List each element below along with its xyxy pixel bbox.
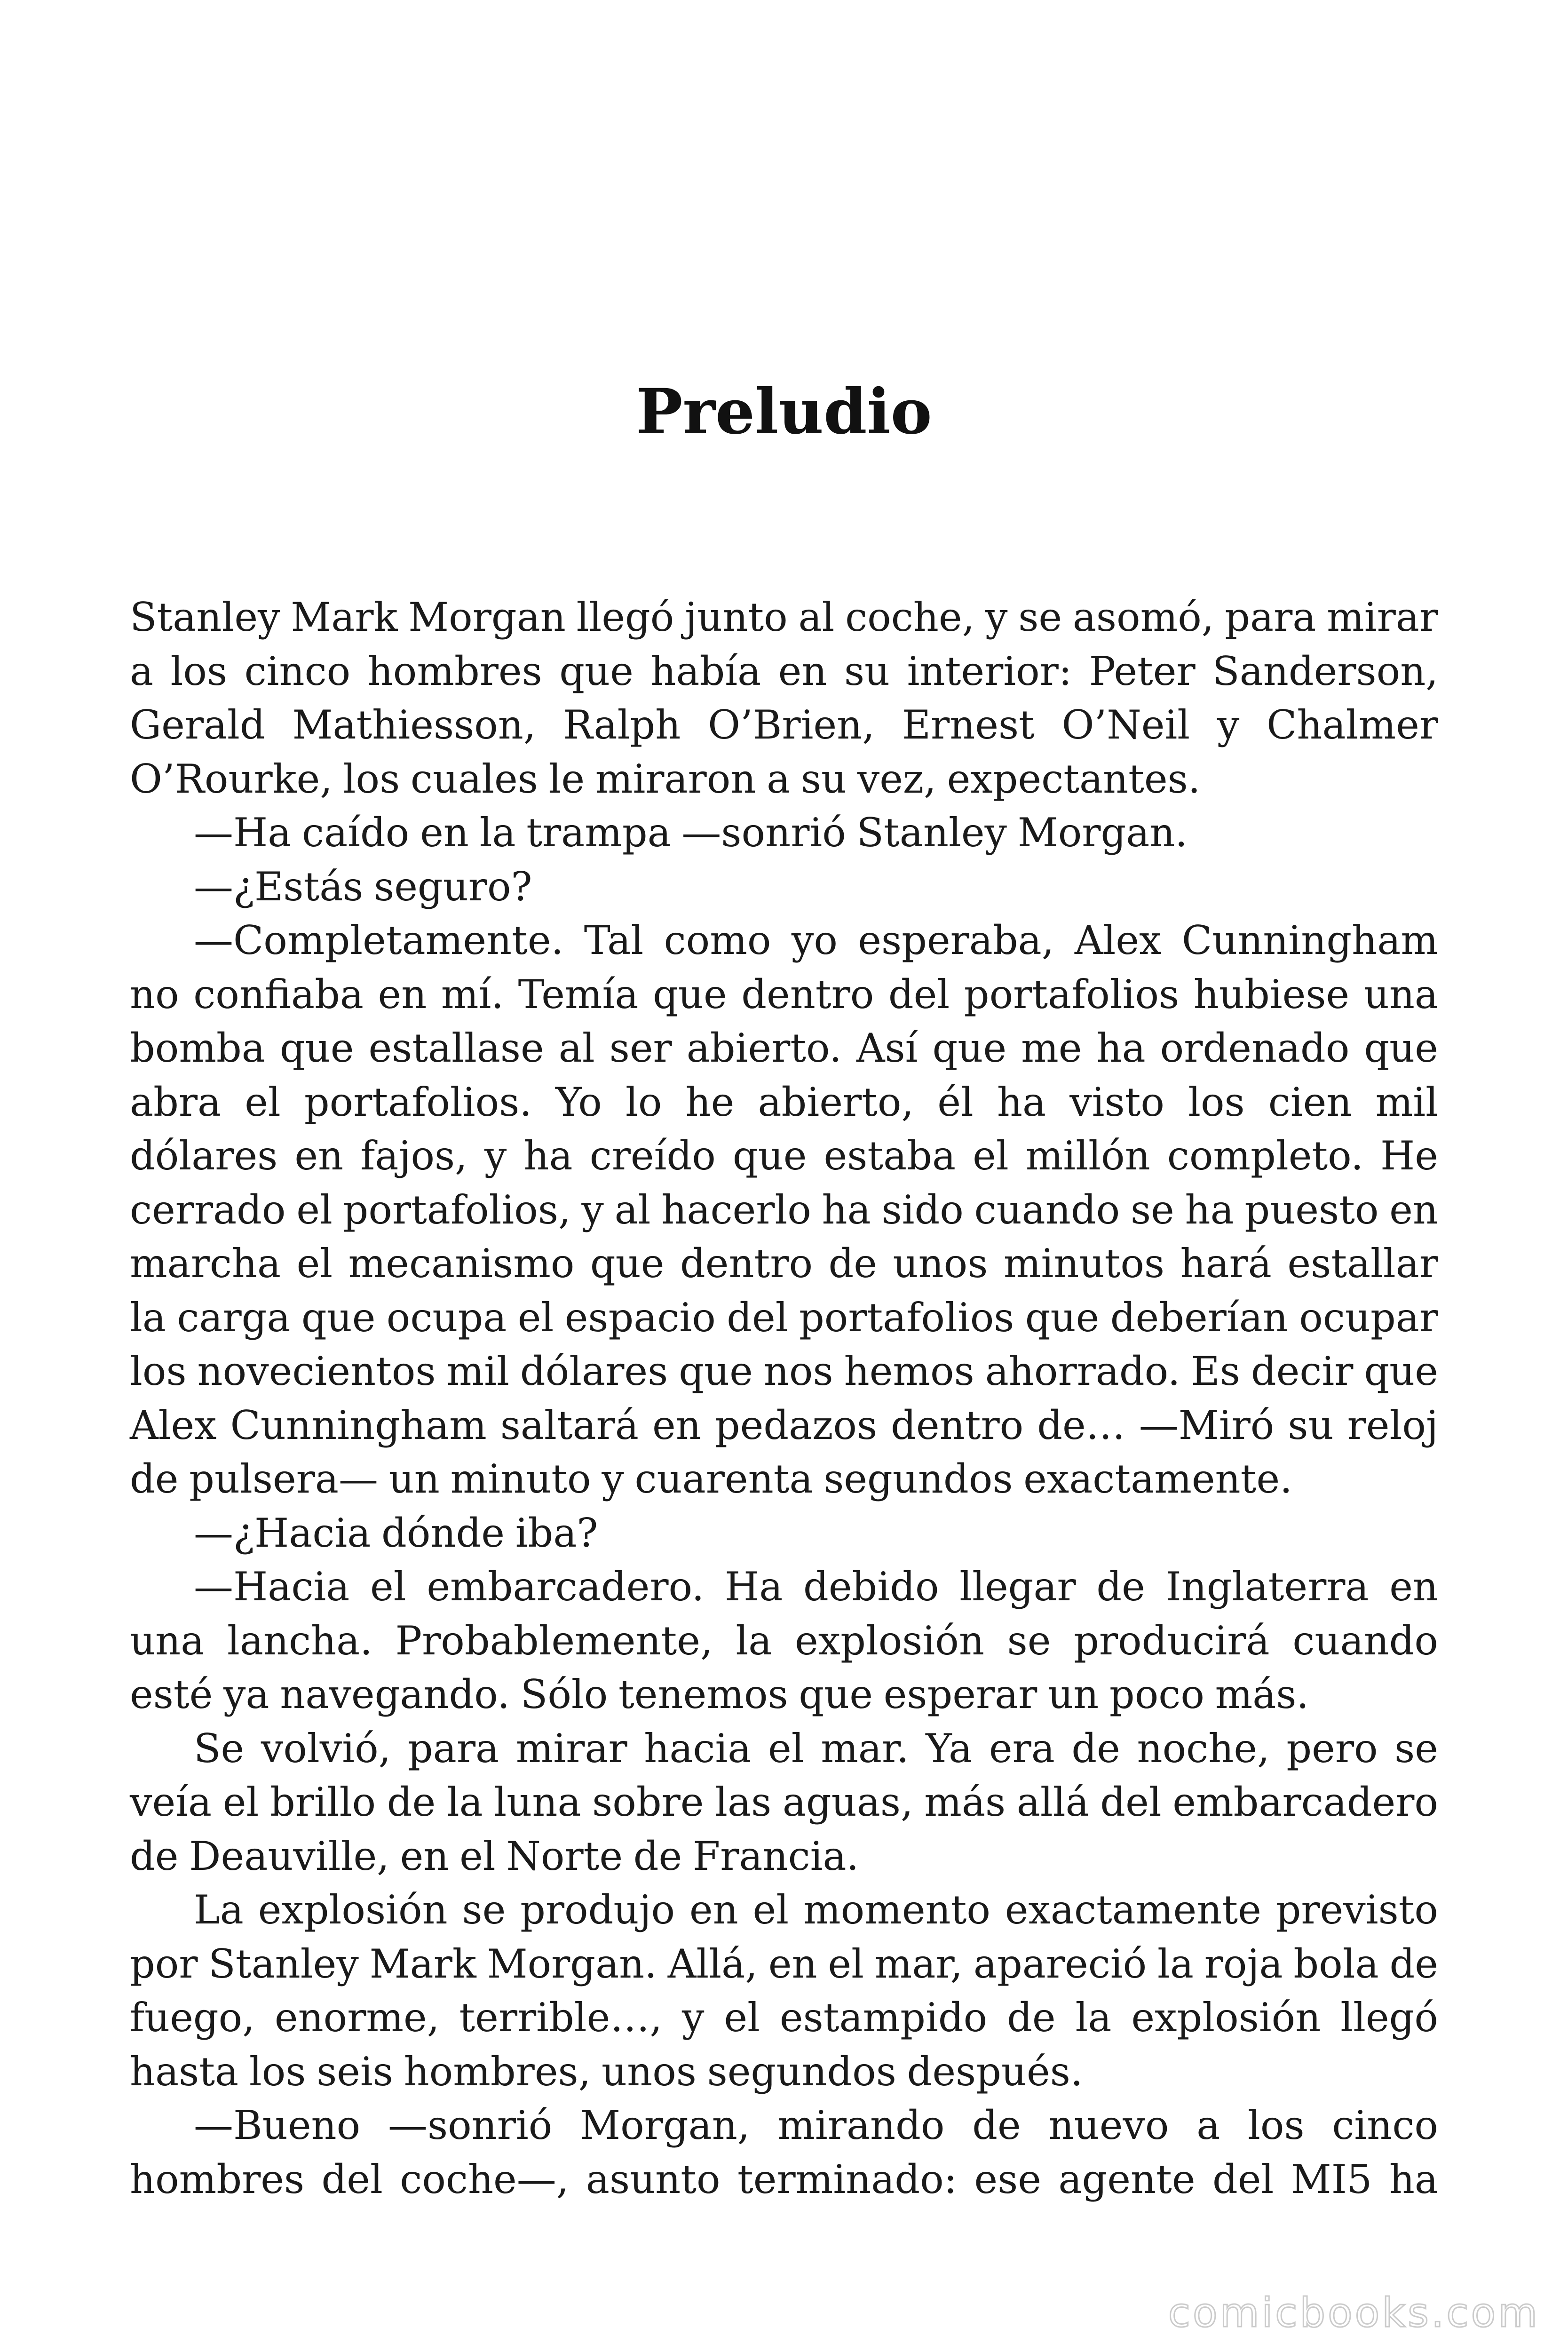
paragraph: La explosión se produjo en el momento exactamente previsto por Stanley Mark Morgan. Allá, en el mar, apareció la roja bola de fuego, enorme, terrible…, y el estampido de la explosión llegó hasta los seis hombres, unos segundos después. xyxy=(130,1887,1438,2095)
body-text xyxy=(130,590,1438,2206)
paragraph: —¿Estás seguro? xyxy=(194,863,532,910)
paragraph: —Hacia el embarcadero. Ha debido llegar de Inglaterra en una lancha. Probablemente, la explosión se producirá cuando esté ya navegando. Sólo tenemos que esperar un poco más. xyxy=(130,1564,1438,1717)
watermark: comicbooks.com xyxy=(1168,2289,1540,2336)
paragraph: —Ha caído en la trampa —sonrió Stanley Morgan. xyxy=(194,810,1188,856)
paragraph: Se volvió, para mirar hacia el mar. Ya era de noche, pero se veía el brillo de la luna sobre las aguas, más allá del embarcadero de Deauville, en el Norte de Francia. xyxy=(130,1725,1438,1879)
chapter-title: Preludio xyxy=(636,375,932,448)
paragraph: —¿Hacia dónde iba? xyxy=(194,1510,598,1556)
paragraph: —Bueno —sonrió Morgan, mirando de nuevo a los cinco hombres del coche—, asunto terminado: ese agente del MI5 ha xyxy=(130,2102,1438,2202)
paragraph: Stanley Mark Morgan llegó junto al coche, y se asomó, para mirar a los cinco hombres que había en su interior: Peter Sanderson, Gerald Mathiesson, Ralph O’Brien, Ernest O’Neil y Chalmer O’Rourke, los cuales le miraron a su vez, expectantes. xyxy=(130,594,1438,802)
paragraph: —Completamente. Tal como yo esperaba, Alex Cunningham no confiaba en mí. Temía que dentro del portafolios hubiese una bomba que estallase al ser abierto. Así que me ha ordenado que abra el portafolios. Yo lo he abierto, él ha visto los cien mil dólares en fajos, y ha creído que estaba el millón completo. He cerrado el portafolios, y al hacerlo ha sido cuando se ha puesto en marcha el mecanismo que dentro de unos minutos hará estallar la carga que ocupa el espacio del portafolios que deberían ocupar los novecientos mil dólares que nos hemos ahorrado. Es decir que Alex Cunningham saltará en pedazos dentro de… —Miró su reloj de pulsera— un minuto y cuarenta segundos exactamente. xyxy=(130,917,1438,1502)
